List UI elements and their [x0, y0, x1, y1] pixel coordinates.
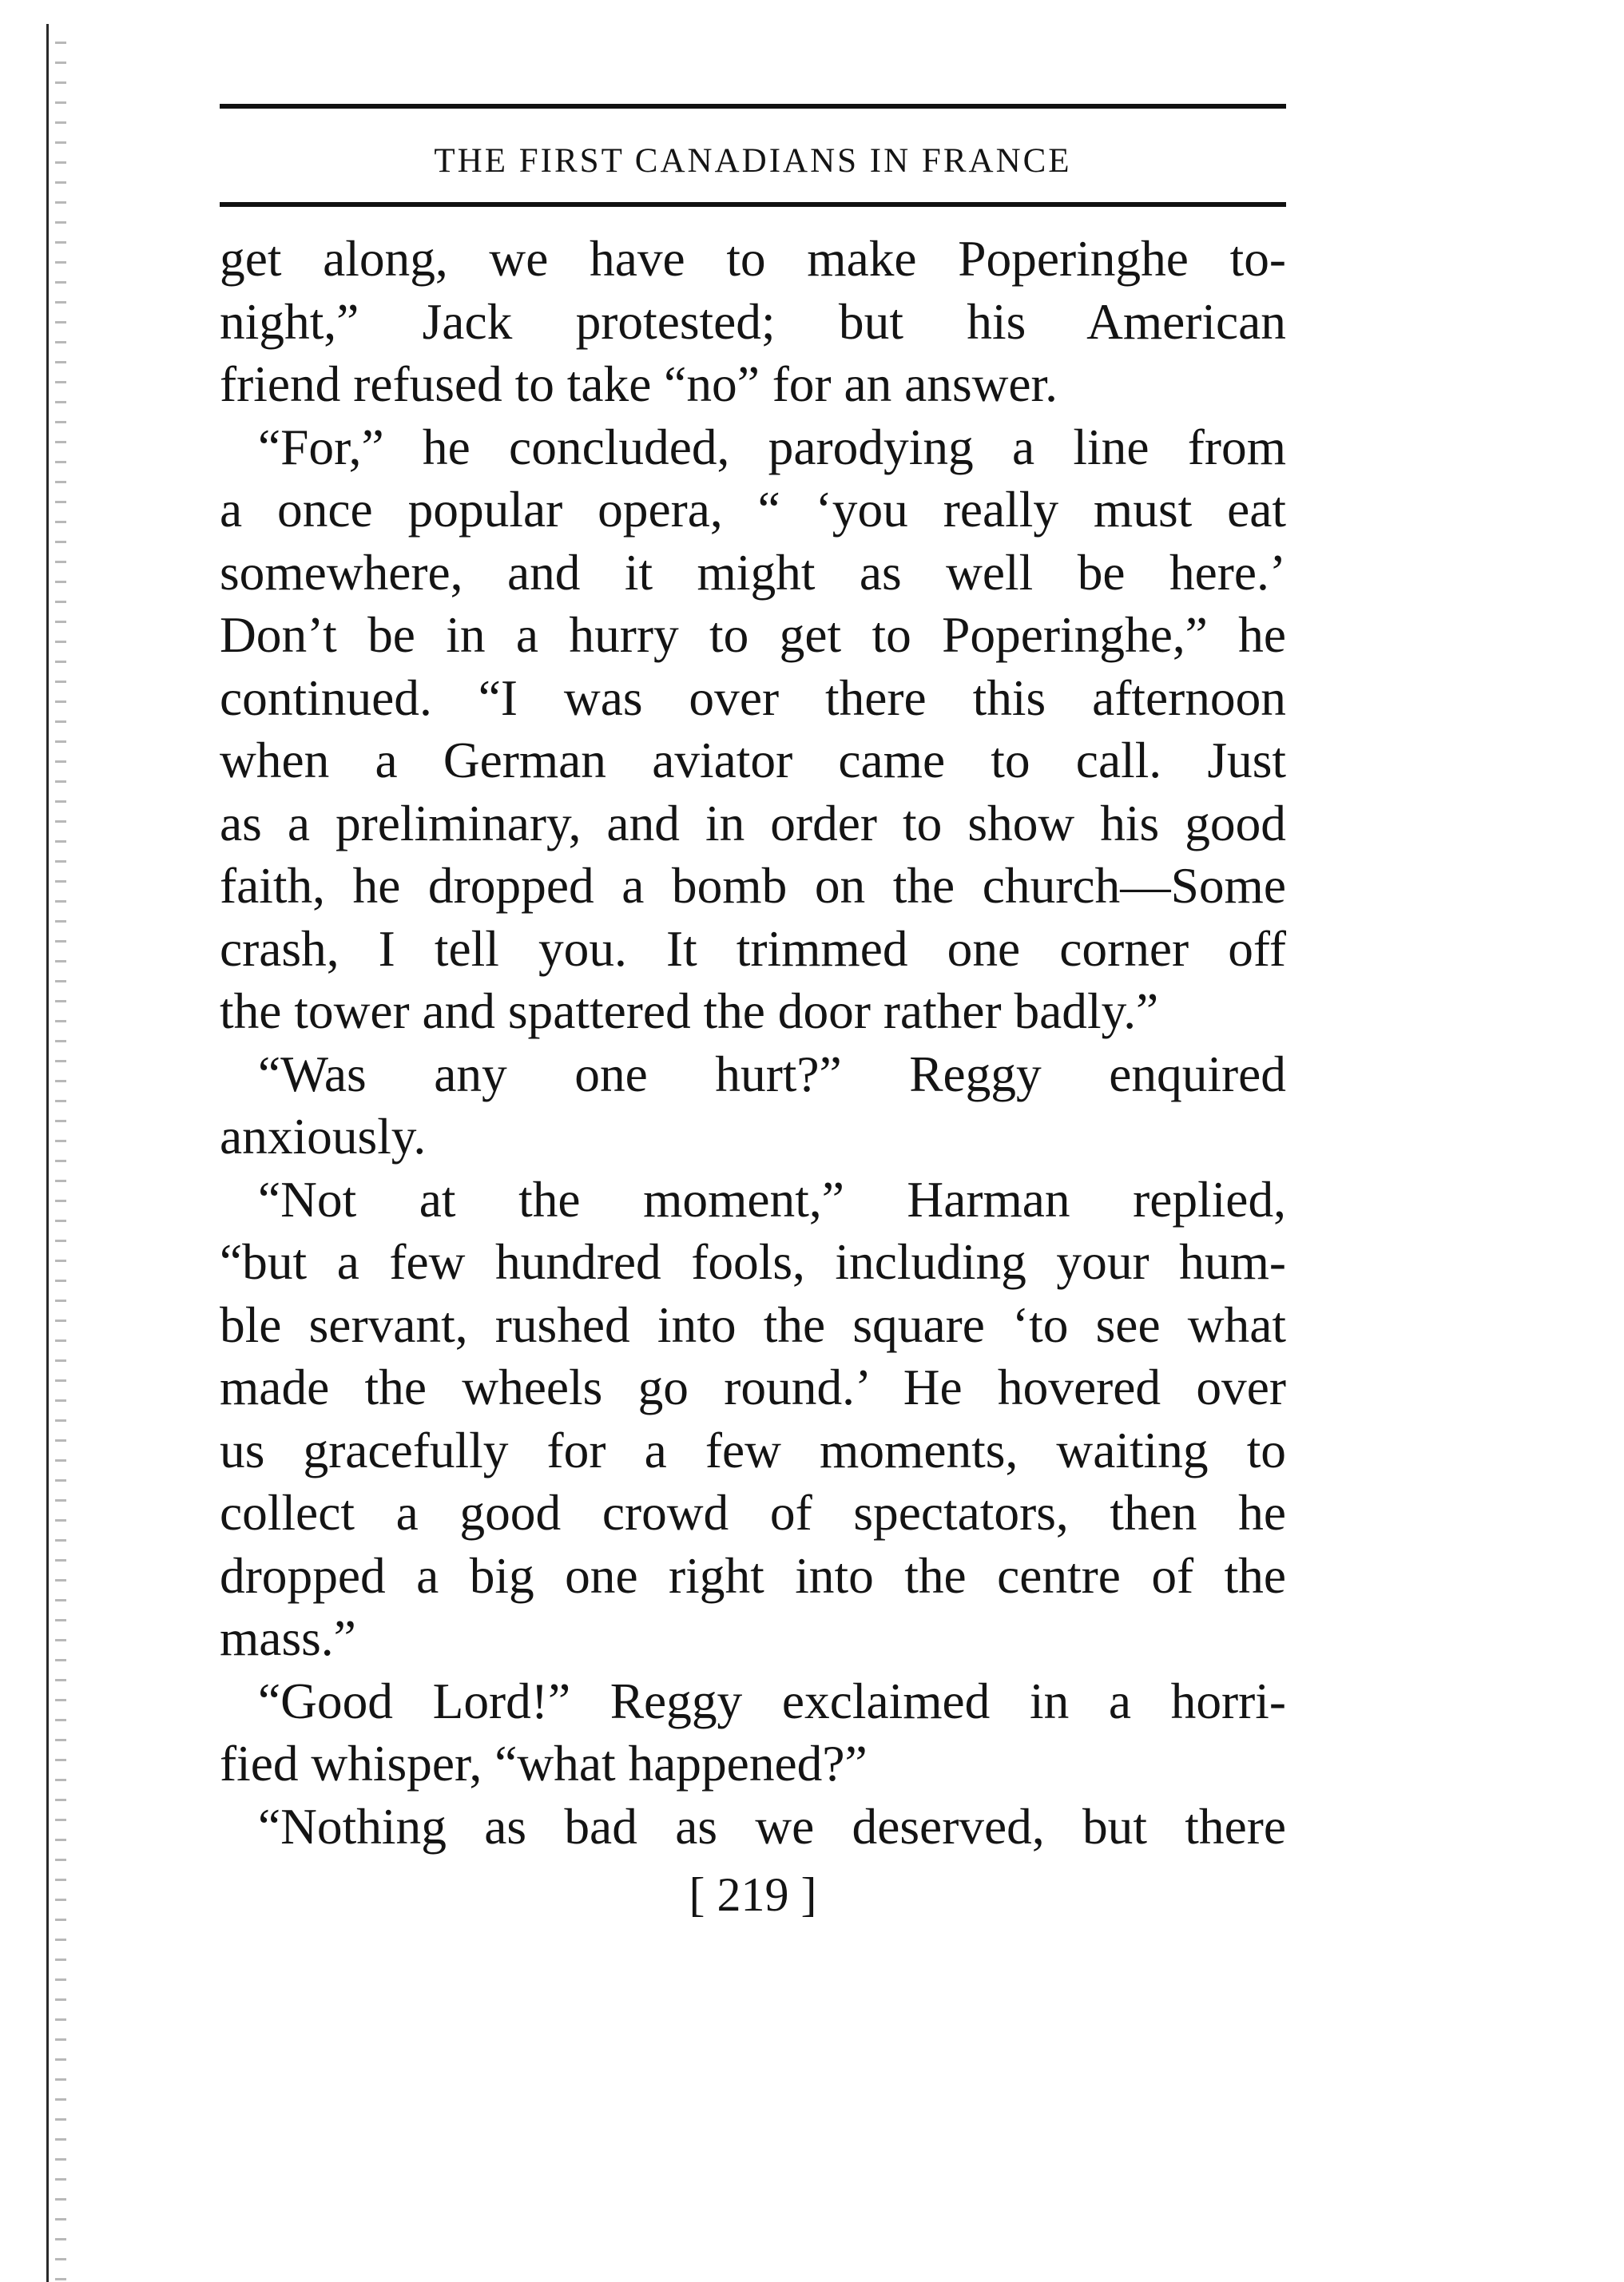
paragraph — [220, 1670, 1286, 1796]
text-line: crash, I tell you. It trimmed one corner off — [220, 920, 1286, 977]
text-line: made the wheels go round.’ He hovered over — [220, 1359, 1286, 1415]
text-line: “Not at the moment,” Harman replied, — [258, 1171, 1286, 1228]
text-line: a once popular opera, “ ‘you really must eat — [220, 482, 1286, 538]
text-line: mass.” — [220, 1610, 356, 1666]
paragraph — [220, 228, 1286, 416]
text-line: dropped a big one right into the centre of the — [220, 1547, 1286, 1604]
text-line: “Nothing as bad as we deserved, but there — [258, 1798, 1286, 1855]
book-page — [220, 104, 1286, 1919]
text-line: “Was any one hurt?” Reggy enquired — [258, 1046, 1286, 1102]
paragraph — [220, 416, 1286, 1043]
paragraph — [220, 1043, 1286, 1169]
text-line: collect a good crowd of spectators, then he — [220, 1485, 1286, 1541]
text-line: faith, he dropped a bomb on the church—Some — [220, 858, 1286, 914]
paragraph — [220, 1796, 1286, 1859]
text-line: anxiously. — [220, 1109, 427, 1165]
text-line: get along, we have to make Poperinghe to- — [220, 231, 1286, 287]
text-line: as a preliminary, and in order to show his good — [220, 795, 1286, 851]
text-line: friend refused to take “no” for an answer. — [220, 356, 1058, 412]
text-line: “For,” he concluded, parodying a line from — [258, 419, 1286, 475]
text-line: the tower and spattered the door rather badly.” — [220, 983, 1159, 1039]
text-line: “but a few hundred fools, including your hum- — [220, 1234, 1286, 1290]
header-rule-top — [220, 104, 1286, 109]
text-line: night,” Jack protested; but his American — [220, 293, 1286, 350]
binding-gutter — [46, 24, 86, 2282]
text-line: ble servant, rushed into the square ‘to see what — [220, 1296, 1286, 1353]
text-line: continued. “I was over there this afternoon — [220, 669, 1286, 726]
body-text — [220, 228, 1286, 1858]
text-line: somewhere, and it might as well be here.’ — [220, 544, 1286, 601]
page-number: [ 219 ] — [689, 1868, 817, 1921]
text-line: Don’t be in a hurry to get to Poperinghe,” he — [220, 607, 1286, 663]
text-line: “Good Lord!” Reggy exclaimed in a horri- — [258, 1673, 1286, 1729]
paragraph — [220, 1169, 1286, 1670]
running-head: THE FIRST CANADIANS IN FRANCE — [434, 142, 1072, 180]
text-line: when a German aviator came to call. Just — [220, 732, 1286, 788]
text-line: fied whisper, “what happened?” — [220, 1736, 868, 1792]
text-line: us gracefully for a few moments, waiting to — [220, 1422, 1286, 1478]
header-rule-bottom — [220, 202, 1286, 207]
